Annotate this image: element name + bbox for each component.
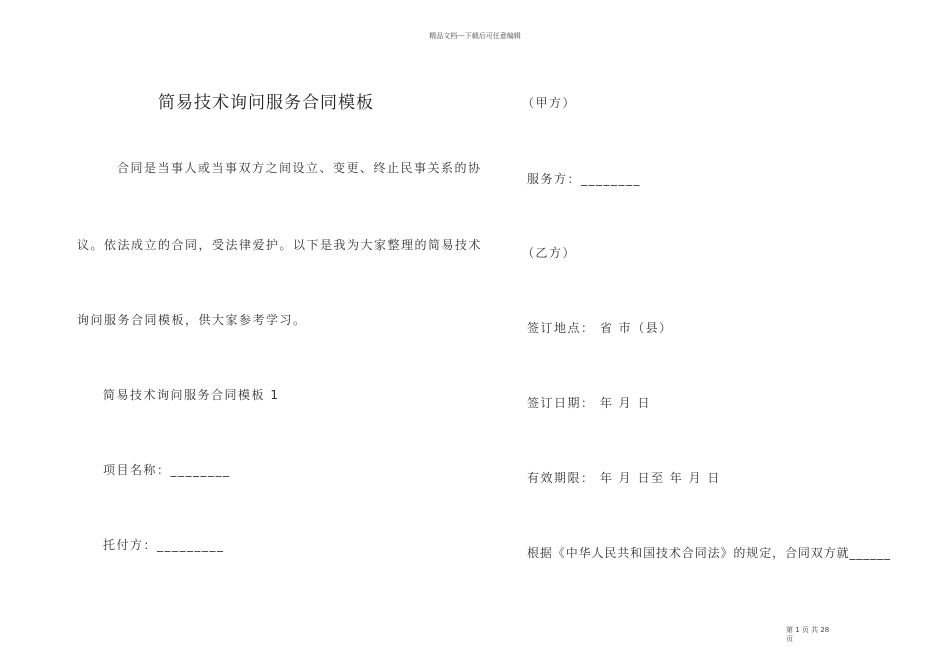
party-b-label: （乙方）	[522, 246, 577, 260]
sign-date-field: 签订日期： 年 月 日	[527, 396, 651, 410]
law-clause-line: 根据《中华人民共和国技术合同法》的规定，合同双方就______	[527, 546, 891, 560]
party-a-label: （甲方）	[522, 96, 577, 110]
intro-line-2: 议。依法成立的合同，受法律爱护。以下是我为大家整理的简易技术	[77, 238, 483, 252]
page-header: 精品文档---下载后可任意编辑	[429, 32, 521, 40]
valid-period-field: 有效期限： 年 月 日至 年 月 日	[527, 471, 721, 485]
intro-line-3: 询问服务合同模板，供大家参考学习。	[77, 313, 307, 327]
template-heading: 简易技术询问服务合同模板 1	[103, 388, 280, 402]
document-title: 简易技术询问服务合同模板	[158, 93, 374, 113]
service-provider-field: 服务方：________	[527, 172, 642, 186]
sign-place-field: 签订地点： 省 市（县）	[527, 321, 673, 335]
project-name-field: 项目名称：________	[103, 463, 231, 477]
intro-line-1: 合同是当事人或当事双方之间设立、变更、终止民事关系的协	[117, 161, 482, 175]
client-field: 托付方：_________	[103, 538, 225, 552]
page-footer: 第 1 页 共 28 页	[786, 626, 830, 643]
